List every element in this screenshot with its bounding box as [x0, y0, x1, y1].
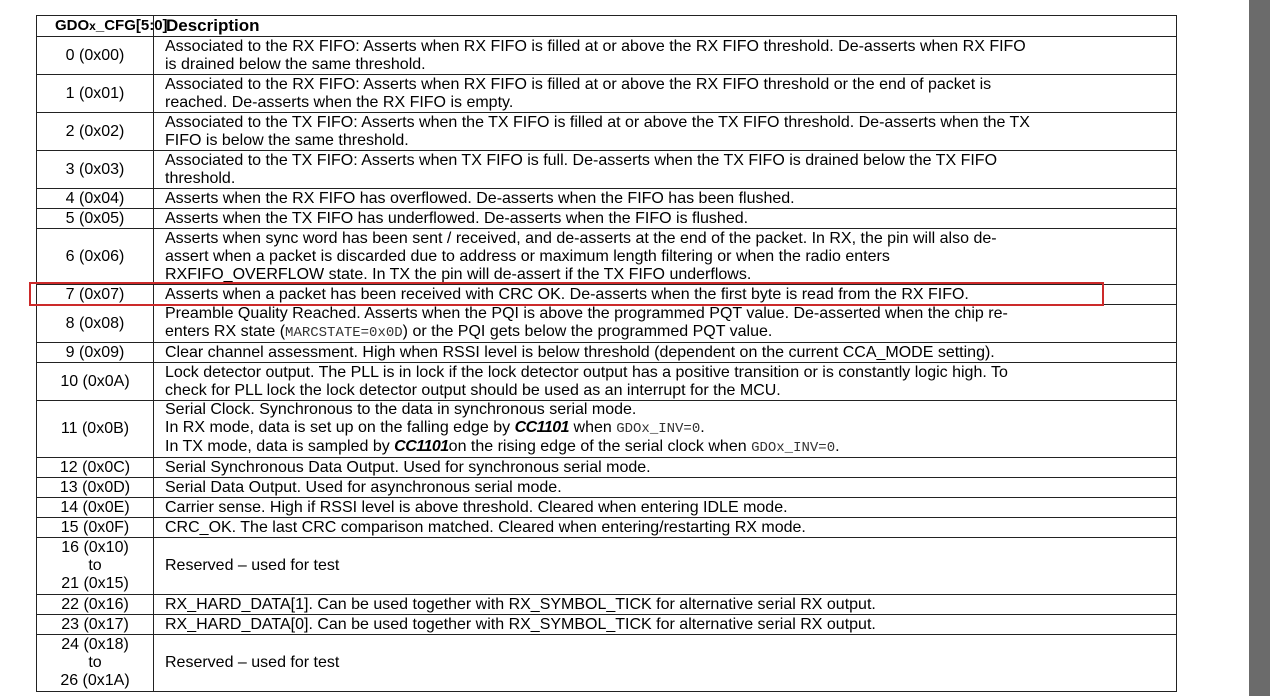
table-row [37, 209, 1177, 229]
cfg-value: 13 (0x0D) [37, 478, 154, 498]
cfg-description: Serial Synchronous Data Output. Used for synchronous serial mode. [154, 458, 1177, 478]
cfg-description: Lock detector output. The PLL is in lock if the lock detector output has a positive transition or is constantly logic high. To check for PLL lock the lock detector output should be used as an interrupt for the MCU. [154, 363, 1177, 401]
highlight-box [29, 282, 1104, 306]
cfg-value-range: 24 (0x18) to 26 (0x1A) [37, 635, 154, 692]
cfg-description: Reserved – used for test [154, 635, 1177, 692]
header-description: Description [154, 16, 1177, 37]
cfg-value-range: 16 (0x10) to 21 (0x15) [37, 538, 154, 595]
cfg-description: Associated to the TX FIFO: Asserts when TX FIFO is full. De-asserts when the TX FIFO is drained below the TX FIFO threshold. [154, 151, 1177, 189]
cfg-value: 7 (0x07) [37, 285, 154, 305]
table-row [37, 113, 1177, 151]
cfg-description: Asserts when the TX FIFO has underflowed. De-asserts when the FIFO is flushed. [154, 209, 1177, 229]
register-code: GDOx_INV=0 [751, 440, 836, 456]
table-row [37, 363, 1177, 401]
cfg-description: Asserts when a packet has been received with CRC OK. De-asserts when the first byte is read from the RX FIFO. [154, 285, 1177, 305]
table-header-row [37, 16, 1177, 37]
table-row [37, 478, 1177, 498]
cfg-description: Serial Clock. Synchronous to the data in synchronous serial mode. In RX mode, data is set up on the falling edge by CC1101 when GDOx_INV=0. In TX mode, data is sampled by CC1101on the rising edge of the serial clock when GDOx_INV=0. [154, 401, 1177, 458]
cfg-value: 0 (0x00) [37, 37, 154, 75]
chip-name: CC1101 [514, 419, 570, 436]
table-row [37, 458, 1177, 478]
table-row [37, 518, 1177, 538]
cfg-value: 4 (0x04) [37, 189, 154, 209]
cfg-description: Associated to the RX FIFO: Asserts when RX FIFO is filled at or above the RX FIFO threshold or the end of packet is reached. De-asserts when the RX FIFO is empty. [154, 75, 1177, 113]
cfg-value: 8 (0x08) [37, 305, 154, 343]
cfg-value: 11 (0x0B) [37, 401, 154, 458]
table-row [37, 75, 1177, 113]
cfg-value: 12 (0x0C) [37, 458, 154, 478]
cfg-value: 5 (0x05) [37, 209, 154, 229]
cfg-value: 10 (0x0A) [37, 363, 154, 401]
scrollbar-gutter[interactable] [1249, 0, 1270, 696]
cfg-description: Preamble Quality Reached. Asserts when the PQI is above the programmed PQT value. De-asserted when the chip re- enters RX state (MARCSTATE=0x0D) or the PQI gets below the programmed PQT value. [154, 305, 1177, 343]
gdo-config-table [36, 15, 1177, 692]
cfg-description: Asserts when sync word has been sent / received, and de-asserts at the end of the packet. In RX, the pin will also de- assert when a packet is discarded due to address or maximum length filtering or when the radio enters RXFIFO_OVERFLOW state. In TX the pin will de-assert if the TX FIFO underflows. [154, 229, 1177, 285]
cfg-description: RX_HARD_DATA[0]. Can be used together with RX_SYMBOL_TICK for alternative serial RX output. [154, 615, 1177, 635]
register-code: GDOx_INV=0 [616, 421, 701, 437]
table-row [37, 635, 1177, 692]
table-row [37, 305, 1177, 343]
cfg-description: Associated to the TX FIFO: Asserts when the TX FIFO is filled at or above the TX FIFO threshold. De-asserts when the TX FIFO is below the same threshold. [154, 113, 1177, 151]
cfg-description: Serial Data Output. Used for asynchronous serial mode. [154, 478, 1177, 498]
table-row [37, 595, 1177, 615]
cfg-value: 3 (0x03) [37, 151, 154, 189]
table-row [37, 37, 1177, 75]
table-row [37, 401, 1177, 458]
cfg-value: 15 (0x0F) [37, 518, 154, 538]
cfg-description: RX_HARD_DATA[1]. Can be used together with RX_SYMBOL_TICK for alternative serial RX output. [154, 595, 1177, 615]
cfg-value: 6 (0x06) [37, 229, 154, 285]
chip-name: CC1101 [394, 438, 449, 455]
header-gdo-cfg: GDOx_CFG[5:0] [37, 16, 154, 37]
cfg-value: 23 (0x17) [37, 615, 154, 635]
register-code: MARCSTATE=0x0D [285, 325, 403, 341]
table-row [37, 498, 1177, 518]
cfg-description: Reserved – used for test [154, 538, 1177, 595]
table-row [37, 343, 1177, 363]
cfg-description: Associated to the RX FIFO: Asserts when RX FIFO is filled at or above the RX FIFO threshold. De-asserts when RX FIFO is drained below the same threshold. [154, 37, 1177, 75]
table-row [37, 189, 1177, 209]
cfg-value: 2 (0x02) [37, 113, 154, 151]
table-row [37, 229, 1177, 285]
table-row [37, 151, 1177, 189]
cfg-description: Carrier sense. High if RSSI level is above threshold. Cleared when entering IDLE mode. [154, 498, 1177, 518]
cfg-description: CRC_OK. The last CRC comparison matched. Cleared when entering/restarting RX mode. [154, 518, 1177, 538]
cfg-value: 14 (0x0E) [37, 498, 154, 518]
cfg-description: Clear channel assessment. High when RSSI level is below threshold (dependent on the current CCA_MODE setting). [154, 343, 1177, 363]
table-row [37, 615, 1177, 635]
cfg-description: Asserts when the RX FIFO has overflowed. De-asserts when the FIFO has been flushed. [154, 189, 1177, 209]
cfg-value: 22 (0x16) [37, 595, 154, 615]
cfg-value: 9 (0x09) [37, 343, 154, 363]
table-row [37, 538, 1177, 595]
cfg-value: 1 (0x01) [37, 75, 154, 113]
